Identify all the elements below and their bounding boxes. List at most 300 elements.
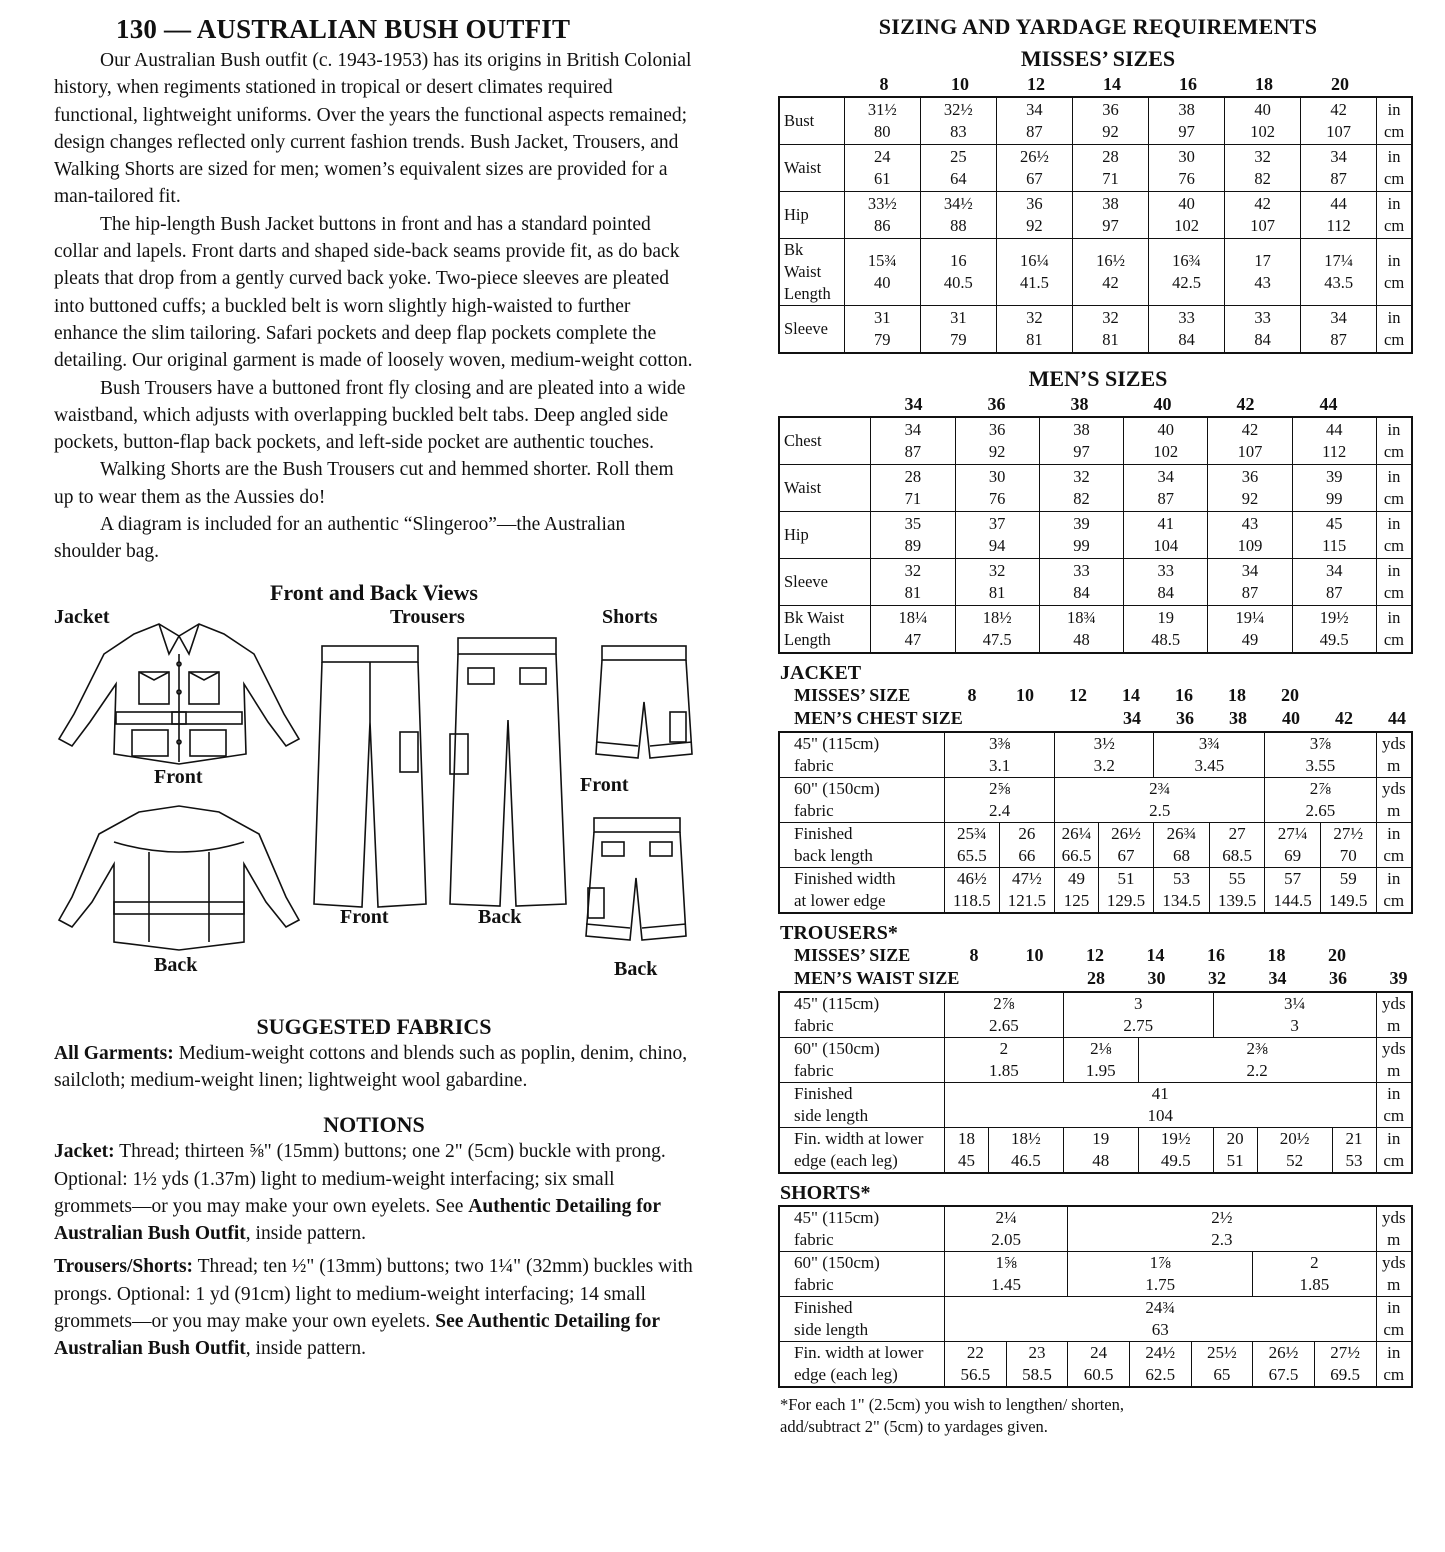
shorts-back-label: Back bbox=[614, 957, 658, 980]
table-row bbox=[779, 1297, 1412, 1342]
size-cell-bottom: 97 bbox=[1178, 122, 1195, 141]
yardage-cell-bottom: 3 bbox=[1290, 1016, 1299, 1035]
unit-cell-top: in bbox=[1387, 420, 1401, 439]
size-cell-top: 33 bbox=[1073, 561, 1090, 580]
yardage-cell-top: 20½ bbox=[1279, 1129, 1310, 1148]
yardage-cell-top: 27½ bbox=[1330, 1343, 1361, 1362]
size-cell-top: 32 bbox=[1073, 467, 1090, 486]
size-cell-bottom: 48 bbox=[1073, 630, 1090, 649]
yardage-cell bbox=[945, 823, 1000, 868]
yardage-cell bbox=[1098, 823, 1154, 868]
size-cell bbox=[996, 145, 1072, 192]
yardage-cell-top: 1⅞ bbox=[1149, 1253, 1171, 1272]
size-cell-bottom: 84 bbox=[1073, 583, 1090, 602]
table-row bbox=[779, 992, 1412, 1038]
jacket-back-illustration bbox=[54, 802, 304, 962]
size-cell bbox=[1225, 145, 1301, 192]
size-number: 32 bbox=[1208, 968, 1226, 988]
size-cell-top: 15¾ bbox=[867, 251, 897, 270]
size-cell-bottom: 92 bbox=[988, 442, 1006, 461]
size-cell-top: 33 bbox=[1157, 561, 1174, 580]
table-row bbox=[779, 868, 1412, 914]
yardage-cell-top: 23 bbox=[1028, 1343, 1046, 1362]
row-label: Waist bbox=[779, 145, 844, 192]
yardage-cell-bottom: 2.65 bbox=[989, 1016, 1019, 1035]
row-label-top: 60" (150cm) bbox=[794, 1039, 880, 1058]
yardage-cell-top: 27 bbox=[1228, 824, 1246, 843]
size-cell bbox=[1301, 97, 1377, 145]
row-label: Chest bbox=[779, 417, 871, 465]
size-number: 44 bbox=[1388, 708, 1406, 728]
table-row bbox=[779, 778, 1412, 823]
yardage-cell-top: 2½ bbox=[1211, 1208, 1233, 1227]
yardage-cell-bottom: 62.5 bbox=[1145, 1365, 1176, 1384]
unit-cell bbox=[1377, 192, 1412, 239]
size-cell-top: 42 bbox=[1241, 420, 1259, 439]
yardage-cell-top: 3½ bbox=[1093, 734, 1115, 753]
row-label bbox=[779, 1128, 945, 1174]
size-cell-top: 18¾ bbox=[1067, 608, 1096, 627]
size-cell bbox=[1225, 192, 1301, 239]
yardage-cell-top: 2⅝ bbox=[988, 779, 1011, 798]
size-cell-bottom: 61 bbox=[874, 169, 891, 188]
shorts-front-illustration bbox=[594, 642, 694, 772]
unit-cell-bottom: cm bbox=[1384, 169, 1405, 188]
size-cell bbox=[1292, 417, 1376, 465]
unit-cell-top: yds bbox=[1381, 734, 1406, 753]
row-label bbox=[779, 823, 945, 868]
yardage-cell-top: 1⅝ bbox=[995, 1253, 1017, 1272]
size-number: 14 bbox=[1122, 685, 1140, 705]
size-cell-top: 36 bbox=[988, 420, 1006, 439]
row-label-bottom: fabric bbox=[794, 801, 834, 820]
views-title: Front and Back Views bbox=[269, 579, 478, 605]
jacket-misses-label: MISSES’ SIZE bbox=[794, 685, 911, 705]
size-cell-top: 42 bbox=[1330, 100, 1347, 119]
slingeroo-paragraph: A diagram is included for an authentic “Slingeroo”—the Australian shoulder bag. bbox=[54, 514, 626, 563]
yardage-cell-bottom: 60.5 bbox=[1083, 1365, 1114, 1384]
size-cell-bottom: 87 bbox=[1157, 489, 1174, 508]
size-number: 18 bbox=[1255, 74, 1273, 94]
size-cell-bottom: 48.5 bbox=[1151, 630, 1181, 649]
size-cell bbox=[1124, 465, 1208, 512]
yardage-cell bbox=[999, 823, 1055, 868]
yardage-cell-bottom: 3.45 bbox=[1194, 756, 1225, 775]
jacket-notions-text: Thread; thirteen ⅝" (15mm) buttons; one 2" (5cm) buckle with prong. Optional: 1½ yds (1.37m) light to medium-weight interfacing; six small grommets—or you may make your own eyelets. See bbox=[54, 1141, 666, 1217]
size-cell-bottom: 107 bbox=[1237, 442, 1263, 461]
yardage-cell-bottom: 49.5 bbox=[1160, 1151, 1191, 1170]
unit-cell bbox=[1376, 465, 1412, 512]
yardage-cell-top: 2 bbox=[999, 1039, 1009, 1058]
size-cell-bottom: 43 bbox=[1254, 273, 1271, 292]
yardage-cell bbox=[1063, 992, 1213, 1038]
unit-cell-top: in bbox=[1387, 561, 1401, 580]
size-cell-bottom: 43.5 bbox=[1324, 273, 1354, 292]
size-cell bbox=[1124, 559, 1208, 606]
unit-cell-top: in bbox=[1387, 824, 1401, 843]
trousers-yardage-heading: TROUSERS* bbox=[780, 922, 898, 944]
size-cell bbox=[1292, 606, 1376, 654]
trousers-misses-size-line bbox=[778, 945, 1418, 968]
size-cell-top: 34 bbox=[1330, 308, 1347, 327]
size-cell-bottom: 99 bbox=[1325, 489, 1343, 508]
size-cell-bottom: 79 bbox=[874, 330, 891, 349]
size-cell-bottom: 81 bbox=[1102, 330, 1119, 349]
table-row bbox=[779, 417, 1412, 465]
yardage-cell bbox=[1320, 868, 1376, 914]
size-cell-top: 17 bbox=[1254, 251, 1271, 270]
size-number: 42 bbox=[1236, 394, 1255, 414]
size-number: 18 bbox=[1267, 945, 1286, 965]
yardage-cell-top: 59 bbox=[1339, 869, 1357, 888]
row-label-bottom: edge (each leg) bbox=[794, 1151, 898, 1170]
yardage-cell-bottom: 2.75 bbox=[1123, 1016, 1154, 1035]
unit-cell-bottom: m bbox=[1387, 801, 1401, 820]
yardage-cell bbox=[1253, 1342, 1315, 1388]
size-cell-top: 26½ bbox=[1019, 147, 1049, 166]
size-cell bbox=[920, 239, 996, 306]
unit-cell-top: yds bbox=[1381, 1253, 1406, 1272]
unit-cell bbox=[1376, 1342, 1412, 1388]
row-label-top: 60" (150cm) bbox=[794, 779, 880, 798]
row-label-bottom: back length bbox=[794, 846, 873, 865]
row-label-top: Fin. width at lower bbox=[794, 1343, 924, 1362]
size-cell-top: 32½ bbox=[943, 100, 973, 119]
size-cell-bottom: 87 bbox=[1241, 583, 1259, 602]
row-label-top: Finished bbox=[794, 824, 853, 843]
yardage-cell-bottom: 51 bbox=[1226, 1151, 1244, 1170]
yardage-cell-bottom: 70 bbox=[1339, 846, 1357, 865]
size-cell bbox=[955, 606, 1039, 654]
size-cell-top: 38 bbox=[1073, 420, 1090, 439]
yardage-cell-top: 26 bbox=[1018, 824, 1036, 843]
size-cell-top: 30 bbox=[988, 467, 1006, 486]
row-label-bottom: at lower edge bbox=[794, 891, 886, 910]
size-number: 36 bbox=[1176, 708, 1194, 728]
yardage-cell-bottom: 3.55 bbox=[1305, 756, 1336, 775]
yardage-cell bbox=[1265, 732, 1376, 778]
yardage-cell-bottom: 125 bbox=[1063, 891, 1090, 910]
size-cell-top: 38 bbox=[1102, 194, 1119, 213]
trousers-front-illustration bbox=[312, 642, 432, 912]
size-cell bbox=[1149, 97, 1225, 145]
jacket-men-label: MEN’S CHEST SIZE bbox=[794, 708, 963, 728]
yardage-cell-top: 19½ bbox=[1160, 1129, 1191, 1148]
yardage-cell bbox=[1332, 1128, 1376, 1174]
fabrics-text bbox=[54, 1040, 694, 1095]
size-cell-bottom: 76 bbox=[1178, 169, 1195, 188]
size-number: 20 bbox=[1328, 945, 1346, 965]
garment-views bbox=[54, 606, 694, 1014]
unit-cell bbox=[1376, 778, 1412, 823]
size-cell-top: 38 bbox=[1178, 100, 1195, 119]
yardage-cell-bottom: 3.2 bbox=[1093, 756, 1115, 775]
size-cell-top: 34 bbox=[1026, 100, 1043, 119]
yardage-cell bbox=[1129, 1342, 1191, 1388]
size-cell-bottom: 97 bbox=[1073, 442, 1090, 461]
size-cell bbox=[1072, 239, 1148, 306]
yardage-cell-top: 3 bbox=[1134, 994, 1143, 1013]
row-label: Sleeve bbox=[779, 306, 844, 354]
yardage-cell-top: 49 bbox=[1067, 869, 1085, 888]
unit-cell bbox=[1376, 732, 1412, 778]
size-number: 12 bbox=[1086, 945, 1104, 965]
jacket-label: Jacket bbox=[54, 605, 110, 628]
unit-cell-bottom: m bbox=[1387, 1275, 1401, 1294]
size-cell-top: 40 bbox=[1178, 194, 1195, 213]
row-label bbox=[779, 778, 945, 823]
unit-cell-bottom: cm bbox=[1383, 583, 1405, 602]
yardage-cell bbox=[999, 868, 1055, 914]
yardage-cell bbox=[1098, 868, 1154, 914]
size-number: 16 bbox=[1179, 74, 1197, 94]
size-cell-top: 32 bbox=[1026, 308, 1043, 327]
size-cell-top: 32 bbox=[1254, 147, 1271, 166]
unit-cell bbox=[1377, 306, 1412, 354]
yardage-cell-bottom: 48 bbox=[1092, 1151, 1110, 1170]
jacket-front-illustration bbox=[54, 614, 304, 774]
yardage-cell bbox=[1191, 1342, 1253, 1388]
row-label-top: 45" (115cm) bbox=[794, 734, 880, 753]
row-label-bottom: edge (each leg) bbox=[794, 1365, 898, 1384]
size-cell-bottom: 112 bbox=[1326, 216, 1351, 235]
yardage-cell-bottom: 1.85 bbox=[989, 1061, 1019, 1080]
size-cell-bottom: 47.5 bbox=[982, 630, 1012, 649]
yardage-cell-bottom: 144.5 bbox=[1273, 891, 1312, 910]
size-cell-top: 41 bbox=[1157, 514, 1174, 533]
jacket-yardage-heading: JACKET bbox=[780, 662, 862, 684]
yardage-cell bbox=[1253, 1252, 1376, 1297]
unit-cell bbox=[1376, 512, 1412, 559]
size-cell-top: 40 bbox=[1254, 100, 1271, 119]
unit-cell-top: in bbox=[1387, 608, 1401, 627]
unit-cell bbox=[1376, 868, 1412, 914]
size-cell-top: 43 bbox=[1241, 514, 1259, 533]
size-cell bbox=[1301, 306, 1377, 354]
size-cell-top: 34 bbox=[1325, 561, 1343, 580]
unit-cell-top: in bbox=[1387, 1298, 1401, 1317]
size-cell bbox=[871, 512, 955, 559]
jacket-notions bbox=[54, 1138, 694, 1247]
row-label bbox=[779, 1038, 945, 1083]
size-cell-top: 31 bbox=[950, 308, 967, 327]
table-row bbox=[779, 1128, 1412, 1174]
yardage-cell-top: 2⅛ bbox=[1090, 1039, 1112, 1058]
size-cell-top: 28 bbox=[1102, 147, 1119, 166]
size-cell-bottom: 81 bbox=[904, 583, 922, 602]
unit-cell bbox=[1376, 1083, 1412, 1128]
unit-cell-bottom: m bbox=[1387, 756, 1401, 775]
unit-cell bbox=[1376, 1128, 1412, 1174]
yardage-cell-top: 3⅜ bbox=[988, 734, 1011, 753]
left-column bbox=[54, 14, 694, 1369]
yardage-cell bbox=[945, 1342, 1007, 1388]
row-label bbox=[779, 732, 945, 778]
unit-cell-bottom: cm bbox=[1383, 1151, 1405, 1170]
size-cell-top: 16¾ bbox=[1172, 251, 1202, 270]
table-row bbox=[779, 606, 1412, 654]
size-cell bbox=[871, 606, 955, 654]
size-cell-top: 33 bbox=[1178, 308, 1195, 327]
size-cell-bottom: 87 bbox=[1026, 122, 1043, 141]
size-cell-top: 36 bbox=[1102, 100, 1119, 119]
size-cell bbox=[871, 417, 955, 465]
yardage-cell-top: 2 bbox=[1310, 1253, 1319, 1272]
size-cell-bottom: 84 bbox=[1157, 583, 1174, 602]
size-cell-bottom: 102 bbox=[1174, 216, 1199, 235]
size-cell-bottom: 87 bbox=[1325, 583, 1343, 602]
yardage-cell-bottom: 65 bbox=[1213, 1365, 1231, 1384]
size-cell-bottom: 86 bbox=[874, 216, 891, 235]
unit-cell-bottom: cm bbox=[1383, 630, 1405, 649]
yardage-cell-bottom: 69 bbox=[1284, 846, 1302, 865]
size-cell-top: 40 bbox=[1157, 420, 1174, 439]
size-cell bbox=[1301, 239, 1377, 306]
size-cell-bottom: 87 bbox=[1330, 169, 1347, 188]
table-row bbox=[779, 306, 1412, 354]
size-cell-bottom: 42 bbox=[1102, 273, 1119, 292]
size-cell-top: 44 bbox=[1330, 194, 1347, 213]
size-cell-bottom: 41.5 bbox=[1019, 273, 1049, 292]
size-cell bbox=[1292, 512, 1376, 559]
unit-cell-bottom: cm bbox=[1383, 1320, 1405, 1339]
size-cell bbox=[1039, 417, 1123, 465]
trousers-notions-text: Thread; ten ½" (13mm) buttons; two 1¼" (32mm) buckles with prongs. Optional: 1 yd (91cm) light to medium-weight interfacing; 14 small grommets—or you may make your own eyelets. bbox=[54, 1256, 693, 1333]
yardage-cell bbox=[1154, 823, 1210, 868]
fabrics-heading: SUGGESTED FABRICS bbox=[256, 1013, 492, 1039]
yardage-cell bbox=[945, 868, 1000, 914]
size-number: 12 bbox=[1069, 685, 1087, 705]
row-label: Hip bbox=[779, 512, 871, 559]
yardage-cell-bottom: 2.2 bbox=[1246, 1061, 1268, 1080]
size-cell bbox=[920, 306, 996, 354]
size-cell bbox=[920, 145, 996, 192]
row-label-bottom: fabric bbox=[794, 756, 834, 775]
size-cell bbox=[920, 97, 996, 145]
yardage-cell-top: 2⅞ bbox=[993, 994, 1015, 1013]
shorts-yardage-heading: SHORTS* bbox=[780, 1182, 871, 1204]
size-number: 10 bbox=[1025, 945, 1044, 965]
size-number: 14 bbox=[1103, 74, 1121, 94]
yardage-cell bbox=[945, 732, 1055, 778]
yardage-cell-bottom: 65.5 bbox=[956, 846, 987, 865]
jacket-notions-label: Jacket: bbox=[54, 1141, 115, 1163]
size-cell bbox=[1072, 145, 1148, 192]
yardage-cell-top: 18½ bbox=[1010, 1129, 1041, 1148]
size-cell-bottom: 76 bbox=[988, 489, 1006, 508]
size-cell-top: 32 bbox=[1102, 308, 1119, 327]
trousers-men-label: MEN’S WAIST SIZE bbox=[794, 968, 960, 988]
size-cell bbox=[1039, 512, 1123, 559]
size-cell-bottom: 47 bbox=[904, 630, 922, 649]
yardage-cell-bottom: 2.65 bbox=[1305, 801, 1336, 820]
size-cell-top: 31½ bbox=[867, 100, 897, 119]
yardage-cell-top: 26¼ bbox=[1061, 824, 1092, 843]
size-cell-top: 18½ bbox=[982, 608, 1012, 627]
unit-cell-top: yds bbox=[1381, 994, 1406, 1013]
size-cell bbox=[1072, 192, 1148, 239]
yardage-cell-top: 26½ bbox=[1111, 824, 1141, 843]
unit-cell bbox=[1376, 823, 1412, 868]
trousers-back-label: Back bbox=[478, 905, 522, 928]
yardage-cell-bottom: 45 bbox=[957, 1151, 975, 1170]
size-number: 10 bbox=[951, 74, 969, 94]
unit-cell-bottom: cm bbox=[1383, 442, 1405, 461]
yardage-cell-top: 55 bbox=[1228, 869, 1246, 888]
size-number: 16 bbox=[1175, 685, 1193, 705]
size-cell-bottom: 80 bbox=[874, 122, 891, 141]
yardage-cell-top: 2¾ bbox=[1149, 779, 1171, 798]
row-label-bottom: fabric bbox=[794, 1275, 834, 1294]
size-cell-bottom: 94 bbox=[988, 536, 1006, 555]
trousers-men-size-line bbox=[778, 968, 1418, 991]
unit-cell-top: in bbox=[1387, 251, 1401, 270]
yardage-cell-bottom: 63 bbox=[1151, 1320, 1169, 1339]
yardage-cell bbox=[945, 1083, 1377, 1128]
yardage-cell-top: 25½ bbox=[1207, 1343, 1237, 1362]
sizing-heading: SIZING AND YARDAGE REQUIREMENTS bbox=[878, 14, 1318, 39]
size-cell-top: 25 bbox=[950, 147, 967, 166]
row-label bbox=[779, 1252, 945, 1297]
row-label bbox=[779, 1083, 945, 1128]
size-cell-top: 36 bbox=[1241, 467, 1259, 486]
size-cell bbox=[1225, 239, 1301, 306]
yardage-cell bbox=[1209, 868, 1265, 914]
unit-cell-top: in bbox=[1387, 514, 1401, 533]
unit-cell-bottom: cm bbox=[1383, 846, 1405, 865]
yardage-cell-top: 3¾ bbox=[1198, 734, 1220, 753]
unit-cell-top: yds bbox=[1381, 1208, 1406, 1227]
yardage-cell-bottom: 53 bbox=[1345, 1151, 1363, 1170]
size-cell-top: 28 bbox=[904, 467, 922, 486]
row-label bbox=[779, 992, 945, 1038]
size-cell bbox=[1124, 417, 1208, 465]
yardage-cell-bottom: 1.85 bbox=[1299, 1275, 1330, 1294]
row-label-top: 45" (115cm) bbox=[794, 1208, 880, 1227]
size-number: 36 bbox=[987, 394, 1006, 414]
table-row bbox=[779, 732, 1412, 778]
unit-cell-bottom: cm bbox=[1384, 216, 1405, 235]
size-cell bbox=[996, 192, 1072, 239]
size-cell bbox=[1292, 465, 1376, 512]
size-number: 40 bbox=[1282, 708, 1300, 728]
size-cell bbox=[955, 465, 1039, 512]
size-cell-top: 35 bbox=[904, 514, 922, 533]
table-row bbox=[779, 192, 1412, 239]
table-row bbox=[779, 465, 1412, 512]
yardage-cell-top: 57 bbox=[1284, 869, 1302, 888]
row-label: Bust bbox=[779, 97, 844, 145]
unit-cell-top: in bbox=[1387, 147, 1401, 166]
yardage-cell-bottom: 1.95 bbox=[1085, 1061, 1116, 1080]
trousers-paragraph: Bush Trousers have a buttoned front fly closing and are pleated into a wide waistband, which adjusts with overlapping buckled belt tabs. Deep angled side pockets, button-flap back pockets, and left-side pocket are authentic touches. bbox=[54, 377, 686, 454]
row-label: Bk Waist Length bbox=[779, 606, 871, 654]
yardage-cell bbox=[945, 1252, 1068, 1297]
unit-cell-bottom: cm bbox=[1384, 330, 1405, 349]
size-cell bbox=[1039, 559, 1123, 606]
size-cell-bottom: 81 bbox=[988, 583, 1006, 602]
table-row bbox=[779, 559, 1412, 606]
trousers-yardage-table bbox=[778, 991, 1413, 1174]
size-cell-bottom: 40 bbox=[874, 273, 891, 292]
size-cell-top: 33½ bbox=[867, 194, 897, 213]
jacket-front-label: Front bbox=[154, 765, 203, 788]
unit-cell-top: in bbox=[1387, 467, 1401, 486]
size-number: 8 bbox=[967, 685, 977, 705]
yardage-cell bbox=[1138, 1038, 1376, 1083]
row-label-top: Finished bbox=[794, 1084, 853, 1103]
yardage-cell-top: 41 bbox=[1151, 1084, 1169, 1103]
